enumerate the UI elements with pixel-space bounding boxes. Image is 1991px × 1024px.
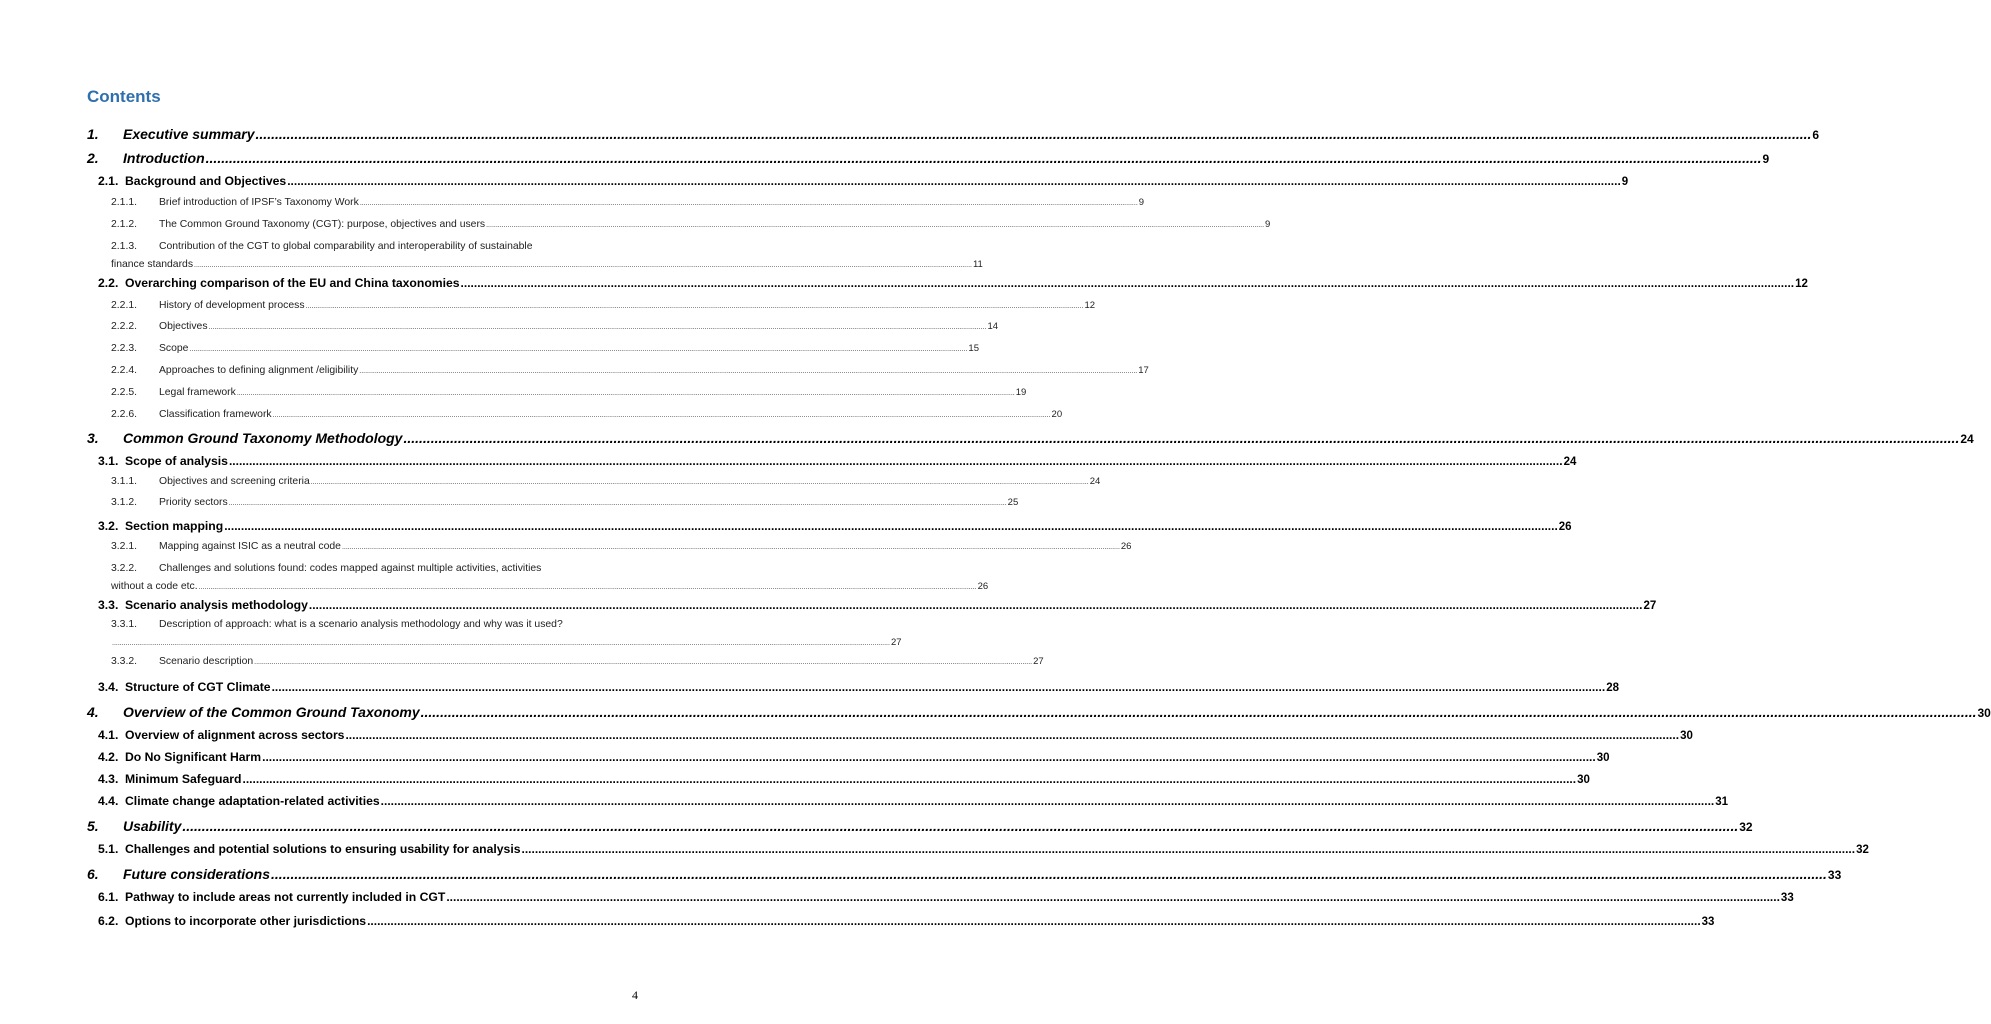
toc-entry-number: 4.4. [98, 794, 119, 808]
toc-entry-page: 30 [1977, 706, 1991, 720]
toc-entry-title: Overarching comparison of the EU and China taxonomies [125, 276, 460, 290]
dot-leader: ................................................................................................................................................................................................................................................................................................................................................................................................................ [262, 750, 1596, 764]
toc-entry-page: 12 [1795, 278, 1808, 290]
toc-entry-number: 3.4. [98, 680, 119, 694]
toc-entry-page: 9 [1621, 176, 1629, 188]
toc-entry-number: 5.1. [98, 842, 119, 856]
dot-leader: ................................................................................................................................................................................................................................................................................................................................................................................................................ [271, 866, 1827, 882]
toc-entry-title: Background and Objectives [125, 174, 287, 188]
toc-entry-number: 6.2. [98, 914, 119, 928]
toc-entry-title: History of development process [159, 300, 305, 311]
dot-leader: ................................................................................................................................................................................................................................................................................................................................................................................................................ [310, 479, 1089, 486]
toc-entry-page: 24 [1960, 432, 1974, 446]
toc-entry-page: 26 [977, 581, 989, 592]
toc-entry-page: 17 [1138, 365, 1149, 376]
toc-entry-title: Pathway to include areas not currently included in CGT [125, 890, 446, 904]
toc-entry-page: 9 [1138, 197, 1145, 208]
toc-entry-page: 30 [1680, 730, 1693, 742]
toc-entry-page: 27 [1643, 600, 1657, 612]
dot-leader: ................................................................................................................................................................................................................................................................................................................................................................................................................ [380, 794, 1715, 808]
toc-entry-number: 2.2.5. [111, 387, 137, 398]
toc-entry-page: 24 [1563, 456, 1577, 468]
toc-entry-page: 14 [987, 321, 999, 332]
dot-leader: ................................................................................................................................................................................................................................................................................................................................................................................................................ [420, 704, 1977, 720]
dot-leader: ................................................................................................................................................................................................................................................................................................................................................................................................................ [189, 346, 968, 353]
dot-leader: ................................................................................................................................................................................................................................................................................................................................................................................................................ [254, 659, 1033, 666]
toc-entry-title: Section mapping [125, 519, 224, 533]
toc-entry-page: 25 [1007, 497, 1019, 508]
dot-leader: ................................................................................................................................................................................................................................................................................................................................................................................................................ [182, 818, 1739, 834]
toc-entry-title: Structure of CGT Climate [125, 680, 271, 694]
dot-leader: ................................................................................................................................................................................................................................................................................................................................................................................................................ [271, 680, 1606, 694]
toc-entry-number: 3.2. [98, 519, 119, 533]
toc-entry-title: Future considerations [123, 866, 271, 882]
toc-entry-title: Scenario description [159, 656, 254, 667]
toc-entry-title: Mapping against ISIC as a neutral code [159, 541, 341, 552]
toc-entry-page: 27 [1033, 656, 1044, 667]
dot-leader: ................................................................................................................................................................................................................................................................................................................................................................................................................ [112, 640, 890, 647]
toc-entry-number: 2.2. [98, 276, 119, 290]
toc-entry-page: 9 [1265, 219, 1271, 230]
toc-entry-number: 2.1.1. [111, 197, 137, 208]
dot-leader: ................................................................................................................................................................................................................................................................................................................................................................................................................ [272, 412, 1051, 419]
toc-entry-page: 19 [1015, 387, 1027, 398]
toc-entry-page: 33 [1780, 892, 1794, 904]
toc-entry-number: 1. [87, 126, 99, 142]
toc-entry-number: 2.1.2. [111, 219, 137, 230]
toc-entry-number: 2.2.6. [111, 409, 137, 420]
toc-entry-number: 2.2.4. [111, 365, 137, 376]
toc-entry-number: 2.2.2. [111, 321, 137, 332]
toc-entry-page: 24 [1089, 476, 1101, 487]
toc-entry-number: 3.2.1. [111, 541, 137, 552]
toc-entry-number: 4.3. [98, 772, 119, 786]
dot-leader: ................................................................................................................................................................................................................................................................................................................................................................................................................ [194, 262, 972, 269]
page-number: 4 [632, 988, 638, 1002]
toc-entry-number: 3.1.2. [111, 497, 137, 508]
dot-leader: ................................................................................................................................................................................................................................................................................................................................................................................................................ [345, 728, 1680, 742]
dot-leader: ................................................................................................................................................................................................................................................................................................................................................................................................................ [255, 126, 1812, 142]
toc-entry-number: 3.3.2. [111, 656, 137, 667]
dot-leader: ................................................................................................................................................................................................................................................................................................................................................................................................................ [242, 772, 1577, 786]
toc-entry-number: 3.1.1. [111, 476, 137, 487]
dot-leader: ................................................................................................................................................................................................................................................................................................................................................................................................................ [236, 390, 1015, 397]
toc-entry-page: 9 [1762, 152, 1770, 166]
toc-entry-title: Introduction [123, 150, 205, 166]
toc-entry-page: 33 [1701, 916, 1715, 928]
toc-entry-title: Objectives [159, 321, 208, 332]
toc-entry-page: 11 [972, 259, 983, 270]
toc-entry-number: 6.1. [98, 890, 119, 904]
toc-entry-number: 3.1. [98, 454, 119, 468]
toc-entry-page: 15 [968, 343, 979, 354]
toc-entry-title: Legal framework [159, 387, 236, 398]
dot-leader: ................................................................................................................................................................................................................................................................................................................................................................................................................ [460, 276, 1795, 290]
toc-entry-number: 6. [87, 866, 99, 882]
toc-entry-title: Overview of alignment across sectors [125, 728, 345, 742]
toc-entry-page: 30 [1596, 752, 1610, 764]
toc-entry-title: Objectives and screening criteria [159, 476, 310, 487]
toc-entry-number: 2.2.3. [111, 343, 137, 354]
toc-entry-title: Scope [159, 343, 189, 354]
toc-entry-page: 33 [1827, 868, 1842, 882]
toc-entry-page: 27 [890, 637, 902, 648]
dot-leader: ................................................................................................................................................................................................................................................................................................................................................................................................................ [341, 544, 1120, 551]
toc-entry-title: Priority sectors [159, 497, 228, 508]
dot-leader: ................................................................................................................................................................................................................................................................................................................................................................................................................ [359, 368, 1138, 375]
toc-entry-number: 4. [87, 704, 99, 720]
toc-entry-title: Climate change adaptation-related activities [125, 794, 380, 808]
toc-entry-page: 26 [1558, 521, 1572, 533]
toc-entry-page: 20 [1051, 409, 1063, 420]
dot-leader: ................................................................................................................................................................................................................................................................................................................................................................................................................ [359, 200, 1138, 207]
dot-leader: ................................................................................................................................................................................................................................................................................................................................................................................................................ [521, 842, 1856, 856]
toc-entry-page: 31 [1715, 796, 1729, 808]
toc-entry-title: Overview of the Common Ground Taxonomy [123, 704, 420, 720]
toc-entry-title-continuation: finance standards [111, 259, 194, 270]
dot-leader: ................................................................................................................................................................................................................................................................................................................................................................................................................ [446, 890, 1780, 904]
toc-entry-title: Brief introduction of IPSF’s Taxonomy Work [159, 197, 359, 208]
toc-entry-title: Contribution of the CGT to global comparability and interoperability of sustainable [159, 241, 533, 252]
toc-entry-number: 2. [87, 150, 99, 166]
toc-entry-page: 30 [1577, 774, 1590, 786]
dot-leader: ................................................................................................................................................................................................................................................................................................................................................................................................................ [367, 914, 1701, 928]
toc-entry-title: The Common Ground Taxonomy (CGT): purpose, objectives and users [159, 219, 486, 230]
toc-entry-number: 5. [87, 818, 99, 834]
dot-leader: ................................................................................................................................................................................................................................................................................................................................................................................................................ [228, 500, 1007, 507]
toc-entry-title: Classification framework [159, 409, 272, 420]
toc-entry-page: 32 [1856, 844, 1869, 856]
toc-entry-title: Scope of analysis [125, 454, 228, 468]
dot-leader: ................................................................................................................................................................................................................................................................................................................................................................................................................ [305, 303, 1084, 310]
toc-entry-title: Description of approach: what is a scenario analysis methodology and why was it used? [159, 619, 563, 630]
dot-leader: ................................................................................................................................................................................................................................................................................................................................................................................................................ [403, 430, 1960, 446]
toc-entry-page: 12 [1084, 300, 1096, 311]
toc-entry-number: 3.3. [98, 598, 119, 612]
dot-leader: ................................................................................................................................................................................................................................................................................................................................................................................................................ [228, 454, 1563, 468]
toc-entry-number: 2.1.3. [111, 241, 137, 252]
toc-entry-title: Usability [123, 818, 182, 834]
toc-entry-page: 6 [1812, 128, 1820, 142]
toc-entry-title: Challenges and solutions found: codes mapped against multiple activities, activities [159, 563, 542, 574]
toc-entry-page: 26 [1120, 541, 1132, 552]
toc-entry-number: 3.2.2. [111, 563, 137, 574]
toc-entry-title-continuation: without a code etc. [111, 581, 198, 592]
toc-entry-number: 2.1. [98, 174, 119, 188]
dot-leader: ................................................................................................................................................................................................................................................................................................................................................................................................................ [205, 150, 1762, 166]
toc-entry-number: 4.1. [98, 728, 119, 742]
toc-entry-title: Challenges and potential solutions to ensuring usability for analysis [125, 842, 521, 856]
dot-leader: ................................................................................................................................................................................................................................................................................................................................................................................................................ [224, 519, 1558, 533]
toc-entry-number: 4.2. [98, 750, 119, 764]
toc-heading: Contents [87, 87, 161, 106]
toc-entry-title: Scenario analysis methodology [125, 598, 308, 612]
dot-leader: ................................................................................................................................................................................................................................................................................................................................................................................................................ [208, 324, 987, 331]
toc-entry-title: Minimum Safeguard [125, 772, 242, 786]
toc-entry-page: 28 [1606, 682, 1619, 694]
toc-entry-page: 32 [1739, 820, 1753, 834]
toc-entry-number: 3.3.1. [111, 619, 137, 630]
dot-leader: ................................................................................................................................................................................................................................................................................................................................................................................................................ [308, 598, 1643, 612]
toc-entry-title: Do No Significant Harm [125, 750, 262, 764]
dot-leader: ................................................................................................................................................................................................................................................................................................................................................................................................................ [287, 174, 1621, 188]
toc-entry-title: Options to incorporate other jurisdictions [125, 914, 367, 928]
dot-leader: ................................................................................................................................................................................................................................................................................................................................................................................................................ [198, 584, 977, 591]
dot-leader: ................................................................................................................................................................................................................................................................................................................................................................................................................ [486, 222, 1265, 229]
toc-entry-number: 2.2.1. [111, 300, 137, 311]
toc-entry-title: Executive summary [123, 126, 255, 142]
toc-entry-number: 3. [87, 430, 99, 446]
toc-entry-title: Approaches to defining alignment /eligibility [159, 365, 359, 376]
toc-entry-title: Common Ground Taxonomy Methodology [123, 430, 403, 446]
